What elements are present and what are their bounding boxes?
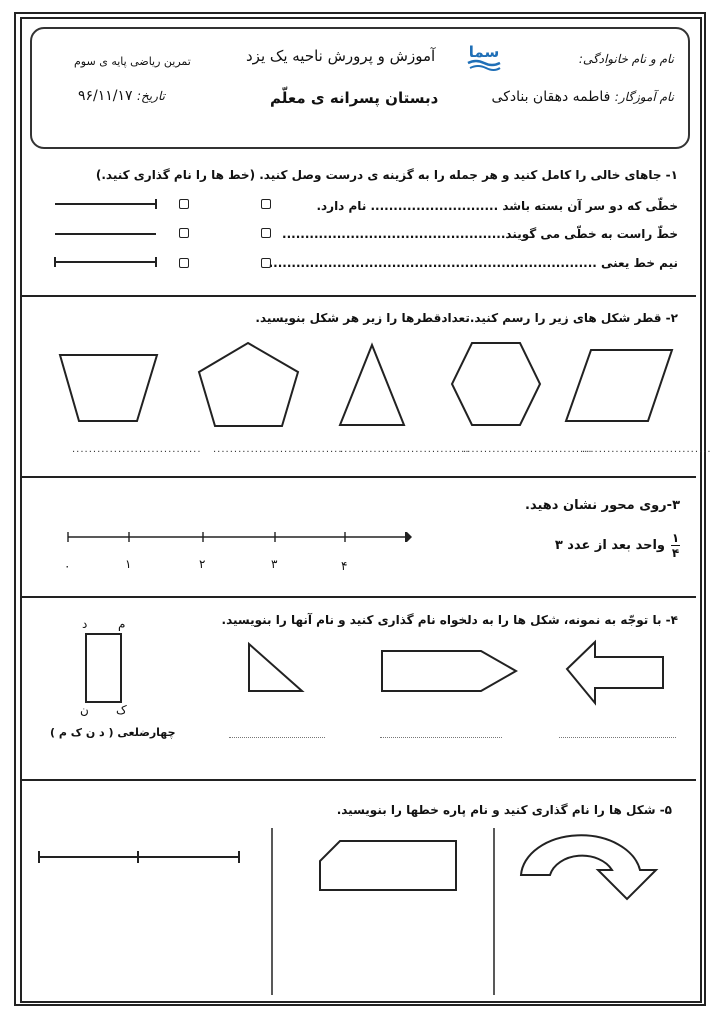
school-name: دبستان پسرانه ی معلّم — [270, 89, 439, 107]
q2-blank-pentagon[interactable]: ............................... — [213, 444, 343, 455]
vertex-n: ن — [80, 703, 89, 717]
q2-blank-hexagon[interactable]: ............................... — [463, 444, 593, 455]
vertex-k: ک — [116, 703, 127, 717]
student-name-label: نام و نام خانوادگی: — [578, 52, 674, 66]
tick-label-3: ۳ — [271, 557, 278, 571]
date-label: تاریخ: — [137, 89, 165, 103]
tick-label-4: ۴ — [341, 559, 348, 573]
q4-title: ۴- با توجّه به نمونه، شکل ها را به دلخواه نام گذاری کنید و نام آنها را بنویسید. — [221, 613, 678, 627]
q3-prefix: واحد بعد از عدد ۳ — [554, 538, 665, 553]
q5-title: ۵- شکل ها را نام گذاری کنید و نام پاره خطها را بنویسید. — [336, 803, 672, 817]
teacher-label: نام آموزگار: — [614, 90, 674, 104]
vertex-d: د — [82, 617, 88, 631]
tick-label-0: ۰ — [64, 559, 71, 573]
curved-arrow-shape — [521, 835, 656, 899]
q3-title: ۳-روی محور نشان دهید. — [525, 498, 680, 513]
logo-text: سما — [468, 43, 500, 61]
q2-blank-trapezoid[interactable]: ............................... — [72, 444, 202, 455]
org-name: آموزش و پرورش ناحیه یک یزد — [246, 47, 436, 65]
teacher-name: فاطمه دهقان بنادکی — [491, 89, 611, 105]
date-value: ۹۶/۱۱/۱۷ — [78, 88, 133, 104]
q1-row-2: خطّ راست به خطّی می گویند................................................. — [282, 227, 678, 241]
q3-fraction-numerator: ۱ — [671, 531, 680, 545]
vertex-m: م — [118, 617, 126, 631]
tick-label-1: ۱ — [125, 557, 132, 571]
q2-blank-parallelogram[interactable]: ............................... — [582, 444, 712, 455]
q2-title: ۲- قطر شکل های زیر را رسم کنید.تعدادقطرها را زیر هر شکل بنویسید. — [255, 311, 678, 325]
q1-row-3: نیم خط یعنی ........................................................................ — [268, 256, 678, 270]
pentagon-shape-q5 — [320, 841, 456, 890]
q2-blank-triangle[interactable]: ............................... — [340, 444, 470, 455]
q1-row-1: خطّی که دو سر آن بسته باشد ............................ نام دارد. — [316, 199, 678, 213]
q3-fraction-denominator: ۴ — [671, 546, 680, 560]
subject: تمرین ریاضی پایه ی سوم — [74, 55, 191, 68]
q1-title: ۱- جاهای خالی را کامل کنید و هر جمله را به گزینه ی درست وصل کنید. (خط ها را نام گذاری کنید.) — [95, 168, 678, 182]
example-caption: چهارضلعی ( د ن ک م ) — [50, 726, 176, 739]
tick-label-2: ۲ — [199, 557, 206, 571]
